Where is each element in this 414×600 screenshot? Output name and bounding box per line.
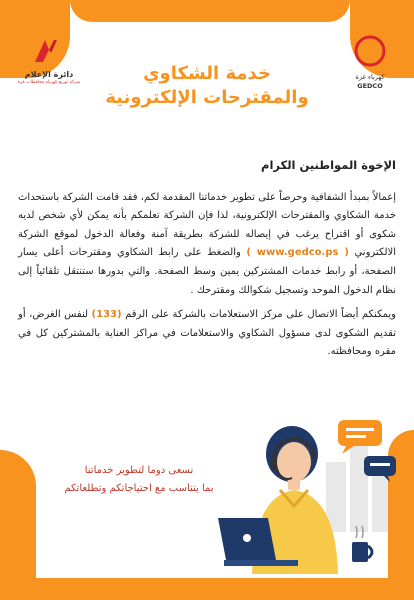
gedco-logo <box>340 34 400 90</box>
building-shape <box>350 444 368 532</box>
paragraph-1 <box>18 189 396 301</box>
media-department-logo <box>14 36 84 85</box>
customer-service-illustration <box>214 414 408 574</box>
phone-number: (133) <box>91 309 122 321</box>
paragraph-2-text-a: ويمكنكم أيضاً الاتصال على مركز الاستعلامات بالشركة على الرقم <box>125 309 396 321</box>
paragraph-1-continuation: والضغط على رابط الشكاوي ومقترحات أعلى يسار الصفحة، أو رابط خدمات المشتركين يمين وسط الصفحة. والتي بدورها ستنتقل تلقائياً إلى نظام الدخول الموحد وتسجيل شكوالك ومقترحك . <box>18 247 396 296</box>
paragraph-2 <box>18 306 396 362</box>
title-line-2: والمقترحات الإلكترونية <box>105 87 309 109</box>
media-department-logo-icon <box>32 36 66 66</box>
announcement-body <box>18 156 396 362</box>
media-department-subtitle: شركة توزيع كهرباء محافظات غزة <box>17 80 81 85</box>
gedco-latin-name: GEDCO <box>357 82 383 91</box>
slogan-line-2: بما يتناسب مع احتياجاتكم وتطلعاتكم <box>64 483 214 494</box>
slogan-line-1: نسعى دوما لتطوير خدماتنا <box>84 465 194 476</box>
gedco-arabic-name: كهرباء غزة <box>355 73 385 81</box>
bottom-frame-band <box>0 578 414 600</box>
greeting: الإخوة المواطنين الكرام <box>261 158 396 172</box>
website-link[interactable]: ( www.gedco.ps ) <box>246 247 349 259</box>
media-department-name: دائرة الإعلام <box>24 70 74 79</box>
slogan <box>44 462 234 498</box>
building-shape <box>372 472 388 532</box>
page-title <box>90 62 324 111</box>
lightning-bolt-icon <box>353 34 387 68</box>
paragraph-2-text-b: لنفس الغرض، أو تقديم الشكوى لدى مسؤول الشكاوي والاستعلامات في مراكز العناية بالمشتركين كل في مقره ومحافظته. <box>18 309 396 358</box>
title-line-1: خدمة الشكاوي <box>143 63 271 84</box>
paragraph-1-text: إعمالاً بمبدأ الشفافية وحرصاً على تطوير خدماتنا المقدمة لكم، فقد قامت الشركة باستحداث خدمة الشكاوي والمقترحات الإلكترونية، لذا فإن الشركة تعلمكم بأنه يمكن لأي شخص لديه شكوى أو اقتراح يرغب في إيصاله للشركة بطريقة آمنة وفعالة الدخول لموقع الشركة الالكتروني <box>18 191 396 259</box>
top-frame-band <box>70 0 350 22</box>
